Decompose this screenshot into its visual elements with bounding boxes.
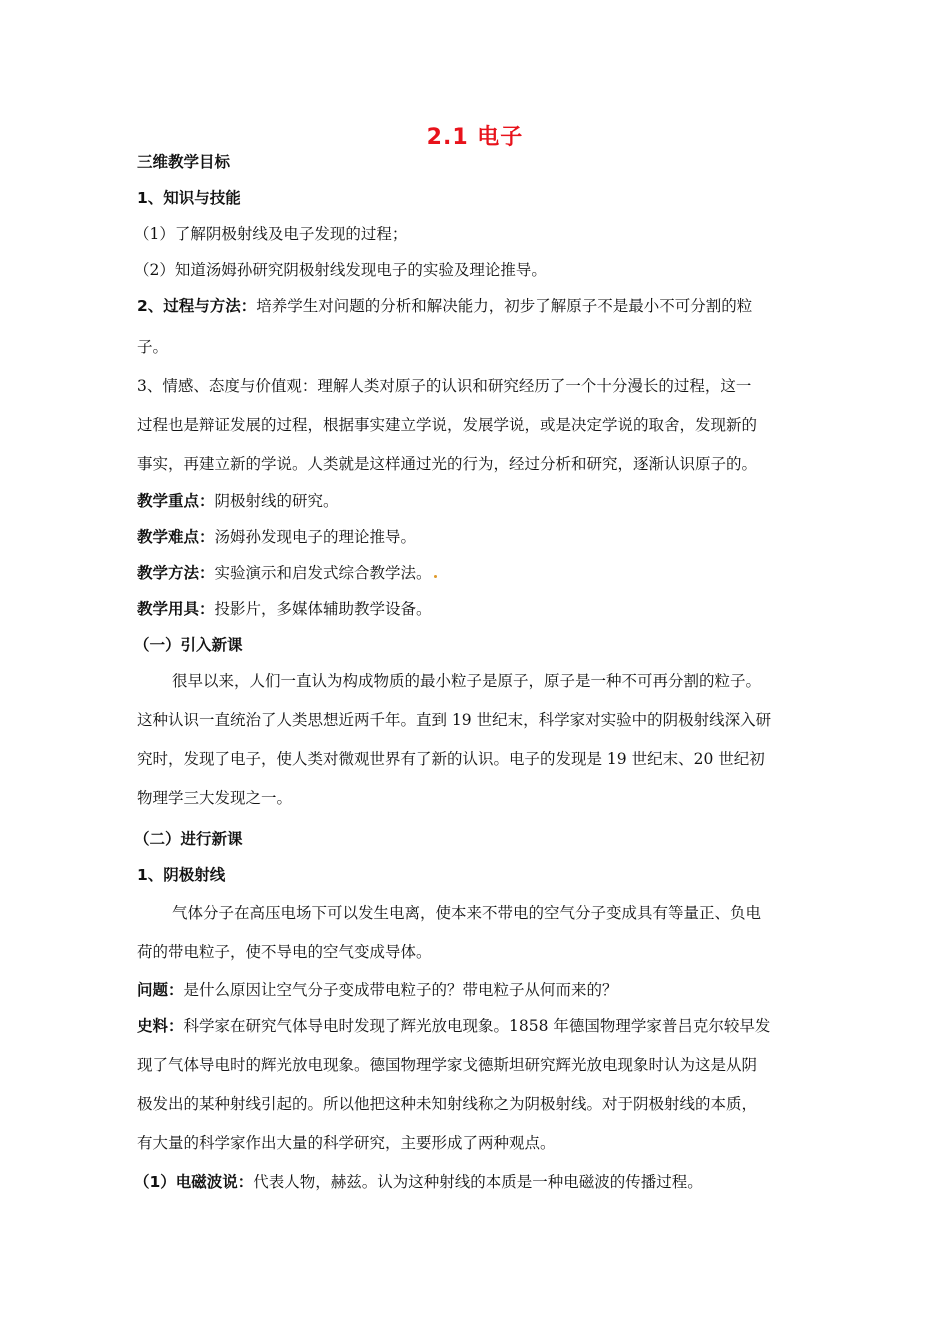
difficulty-text: 汤姆孙发现电子的理论推导。 (214, 528, 417, 546)
difficulty-line (137, 527, 416, 547)
history-label: 史料： (137, 1017, 184, 1035)
view1-label: （1）电磁波说： (134, 1173, 254, 1191)
emotion-line-3: 事实，再建立新的学说。人类就是这样通过光的行为，经过分析和研究，逐渐认识原子的。 (137, 455, 758, 473)
method-text: 实验演示和启发式综合教学法。 (214, 564, 432, 582)
cathode-para-line-1: 气体分子在高压电场下可以发生电离，使本来不带电的空气分子变成具有等量正、负电 (172, 904, 762, 922)
objectives-heading: 三维教学目标 (137, 153, 231, 171)
focus-text: 阴极射线的研究。 (214, 492, 339, 510)
method-label: 教学方法： (137, 564, 215, 582)
newlesson-heading: （二）进行新课 (134, 830, 243, 848)
section-cathode-rays: 1、阴极射线 (137, 866, 226, 884)
method-line (137, 563, 437, 583)
view1-text: 代表人物，赫兹。认为这种射线的本质是一种电磁波的传播过程。 (253, 1173, 703, 1191)
history-line-2: 现了气体导电时的辉光放电现象。德国物理学家戈德斯坦研究辉光放电现象时认为这是从阴 (137, 1056, 758, 1074)
difficulty-label: 教学难点： (137, 528, 215, 546)
history-line-1 (137, 1016, 770, 1036)
question-line (137, 980, 618, 1000)
knowledge-item-1: （1）了解阴极射线及电子发现的过程； (134, 225, 408, 243)
question-text: 是什么原因让空气分子变成带电粒子的？带电粒子从何而来的？ (183, 981, 618, 999)
intro-heading: （一）引入新课 (134, 636, 243, 654)
focus-line (137, 491, 339, 511)
emotion-line-1: 3、情感、态度与价值观：理解人类对原子的认识和研究经历了一个十分漫长的过程，这一 (137, 377, 752, 395)
knowledge-item-2: （2）知道汤姆孙研究阴极射线发现电子的实验及理论推导。 (134, 261, 547, 279)
history-line-3: 极发出的某种射线引起的。所以他把这种未知射线称之为阴极射线。对于阴极射线的本质， (137, 1095, 758, 1113)
intro-para-line-1: 很早以来，人们一直认为构成物质的最小粒子是原子，原子是一种不可再分割的粒子。 (172, 672, 762, 690)
focus-label: 教学重点： (137, 492, 215, 510)
process-line-1 (137, 296, 752, 316)
edit-mark-icon (434, 575, 437, 578)
cathode-para-line-2: 荷的带电粒子，使不导电的空气变成导体。 (137, 943, 432, 961)
page-title: 2.1 电子 (426, 125, 524, 150)
process-line-2: 子。 (137, 338, 169, 356)
process-text: 培养学生对问题的分析和解决能力，初步了解原子不是最小不可分割的粒 (256, 297, 753, 315)
tools-line (137, 599, 432, 619)
emotion-line-2: 过程也是辩证发展的过程，根据事实建立学说，发展学说，或是决定学说的取舍，发现新的 (137, 416, 758, 434)
intro-para-line-2: 这种认识一直统治了人类思想近两千年。直到 19 世纪末，科学家对实验中的阴极射线深入研 (137, 711, 772, 729)
view1-line (134, 1172, 703, 1192)
tools-label: 教学用具： (137, 600, 215, 618)
knowledge-heading: 1、知识与技能 (137, 189, 241, 207)
history-text: 科学家在研究气体导电时发现了辉光放电现象。1858 年德国物理学家普吕克尔较早发 (183, 1017, 771, 1035)
process-label: 2、过程与方法： (137, 297, 257, 315)
question-label: 问题： (137, 981, 184, 999)
intro-para-line-3: 究时，发现了电子，使人类对微观世界有了新的认识。电子的发现是 19 世纪末、20 世纪初 (137, 750, 765, 768)
history-line-4: 有大量的科学家作出大量的科学研究，主要形成了两种观点。 (137, 1134, 556, 1152)
intro-para-line-4: 物理学三大发现之一。 (137, 789, 293, 807)
tools-text: 投影片，多媒体辅助教学设备。 (214, 600, 432, 618)
